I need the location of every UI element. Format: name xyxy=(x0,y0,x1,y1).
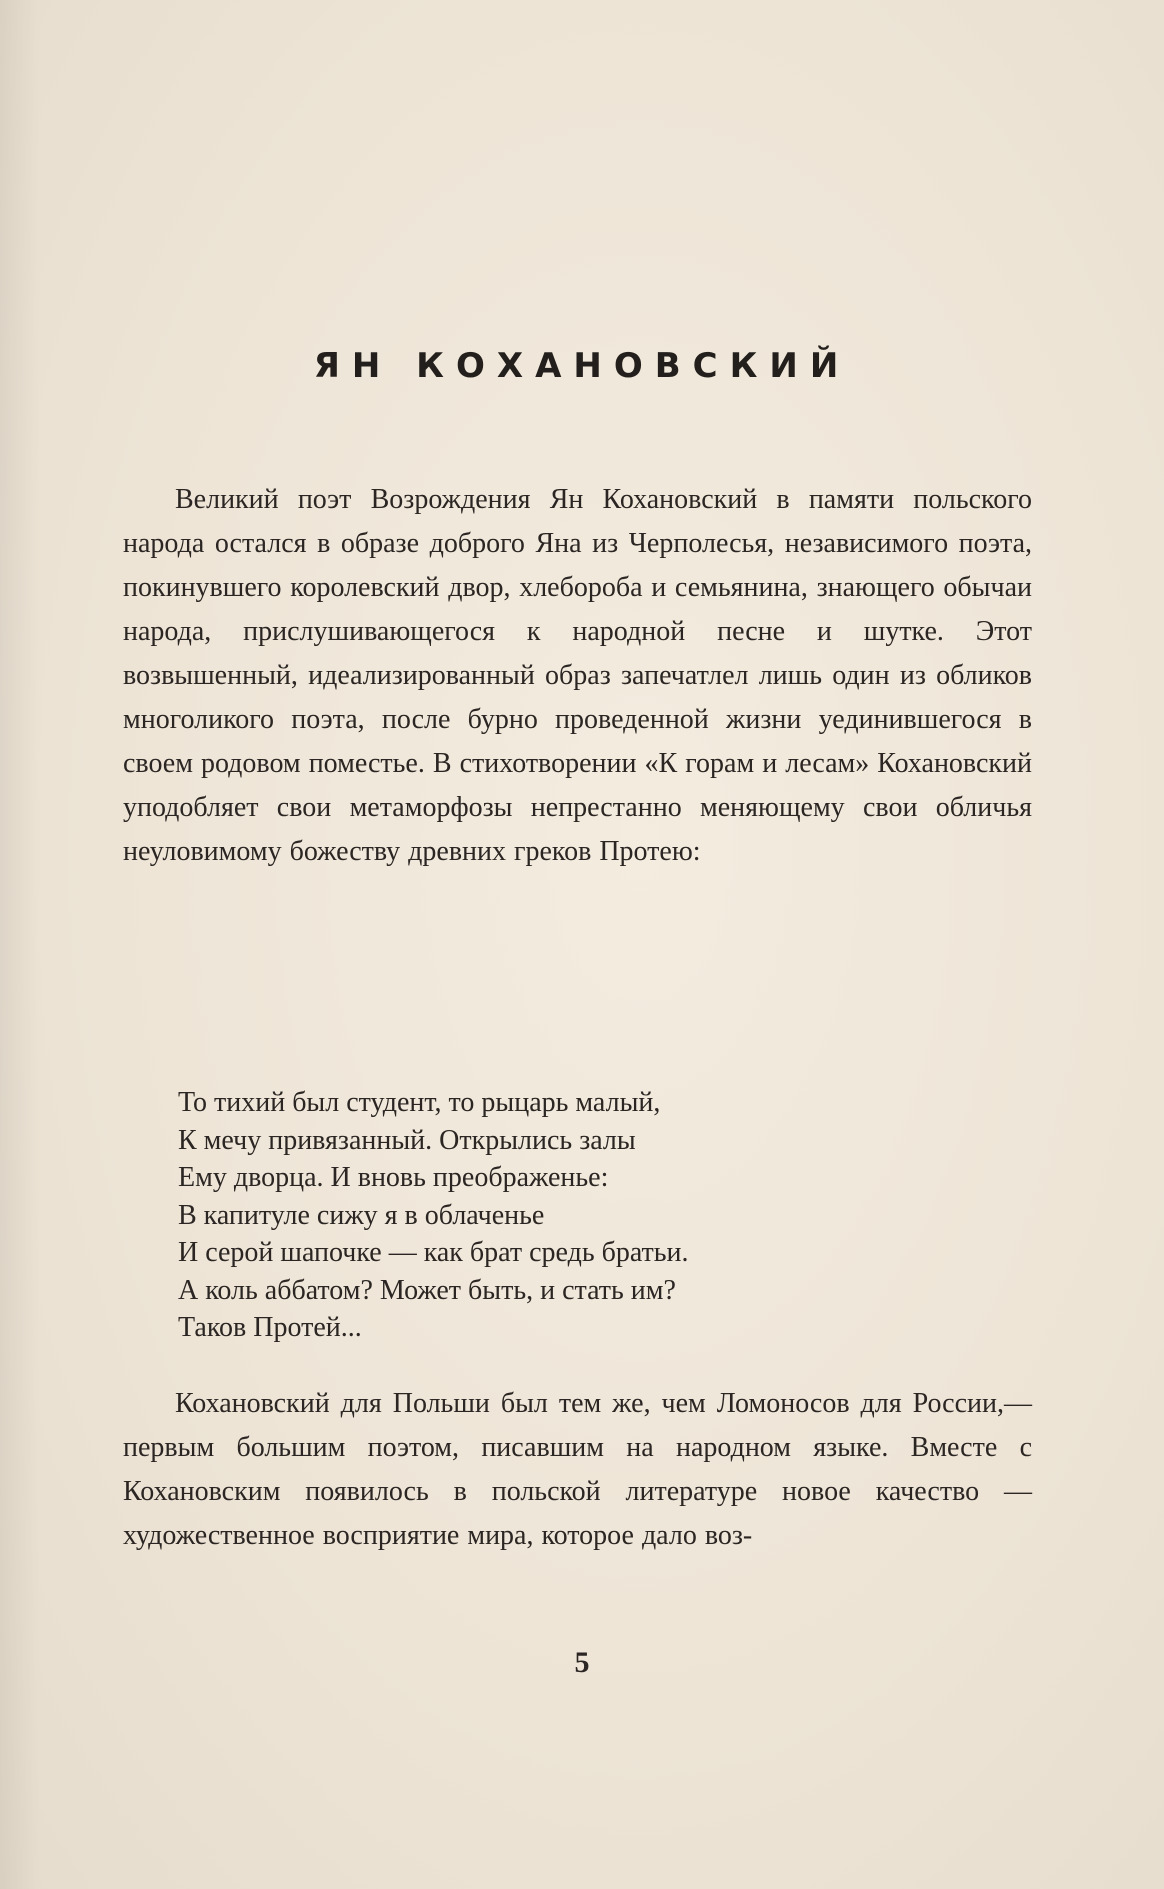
second-paragraph: Кохановский для Польши был тем же, чем Ломоносов для России,— первым большим поэтом, писавшим на народном языке. Вместе с Кохановским появилось в польской литературе новое качество — художественное восприятие мира, которое дало воз- xyxy=(123,1388,1032,1551)
chapter-title: ЯН КОХАНОВСКИЙ xyxy=(313,346,851,386)
verse-line: То тихий был студент, то рыцарь малый, xyxy=(178,1087,661,1118)
verse-line: К мечу привязанный. Открылись залы xyxy=(178,1124,636,1156)
verse-quote xyxy=(178,1084,978,1347)
verse-line: Таков Протей... xyxy=(178,1312,362,1343)
intro-paragraph: Великий поэт Возрождения Ян Кохановский в памяти польского народа остался в образе доброго Яна из Черполесья, независимого поэта, покинувшего королевский двор, хлебороба и семьянина, знающего обычаи народа, прислушивающегося к народной песне и шутке. Этот возвышенный, идеализированный образ запечатлел лишь один из обликов многоликого поэта, после бурно проведенной жизни уединившегося в своем родовом поместье. В стихотворении «К горам и лесам» Кохановский уподобляет свои метаморфозы непрестанно меняющему свои обличья неуловимому божеству древних греков Протею: xyxy=(123,484,1032,867)
page-number: 5 xyxy=(574,1646,590,1679)
verse-line: Ему дворца. И вновь преображенье: xyxy=(178,1162,609,1193)
second-paragraph-block xyxy=(123,1382,1032,1558)
verse-line: В капитуле сижу я в облаченье xyxy=(178,1199,545,1231)
verse-line: А коль аббатом? Может быть, и стать им? xyxy=(178,1274,676,1306)
verse-line: И серой шапочке — как брат средь братьи. xyxy=(178,1237,689,1268)
intro-paragraph-block xyxy=(123,478,1032,874)
